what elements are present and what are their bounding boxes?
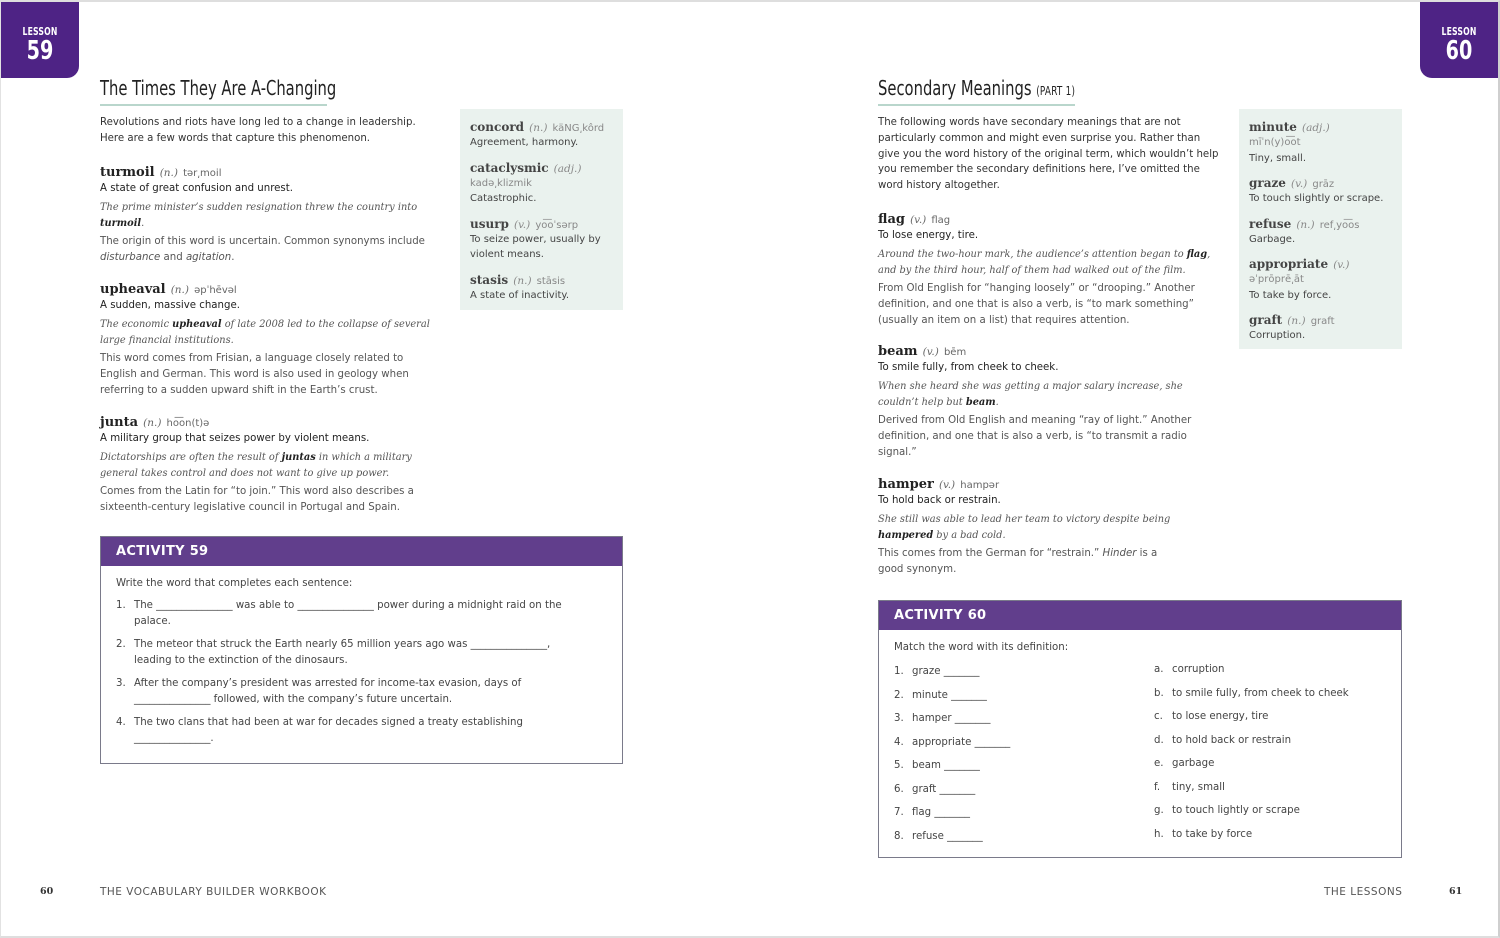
pronunciation: mīˈn(y)o͞ot bbox=[1249, 137, 1301, 148]
definition: Corruption. bbox=[1249, 330, 1306, 341]
sidebar-entry bbox=[470, 157, 613, 207]
pronunciation: käNG͵kôrd bbox=[552, 123, 605, 134]
example-sentence: When she heard she was getting a major salary increase, she couldn’t help but beam. bbox=[878, 380, 1183, 408]
pronunciation: yo͞oˈsərp bbox=[535, 219, 579, 231]
definition: To take by force. bbox=[1249, 289, 1332, 301]
match-word-item[interactable]: 3. hamper _______ bbox=[894, 713, 991, 724]
headword: cataclysmic bbox=[470, 160, 549, 175]
match-definition-item: a. corruption bbox=[1154, 664, 1225, 675]
vocab-sidebar bbox=[460, 109, 623, 310]
match-definition-item: f. tiny, small bbox=[1154, 781, 1225, 793]
pronunciation: flag bbox=[931, 215, 951, 226]
match-definition-item: d. to hold back or restrain bbox=[1154, 734, 1292, 746]
part-of-speech: (adj.) bbox=[1301, 122, 1330, 134]
lesson-tab-label: LESSON bbox=[1441, 26, 1477, 38]
sidebar-entry bbox=[470, 213, 613, 263]
match-word-item[interactable]: 4. appropriate _______ bbox=[894, 736, 1011, 748]
headword: minute bbox=[1249, 120, 1297, 134]
part-of-speech: (v.) bbox=[922, 346, 939, 358]
example-sentence: She still was able to lead her team to victory despite being hampered by a bad cold. bbox=[878, 513, 1171, 541]
entry-upheaval bbox=[100, 278, 445, 399]
headword: stasis bbox=[470, 272, 509, 287]
running-head-right: THE LESSONS bbox=[1324, 886, 1403, 898]
headword: appropriate bbox=[1249, 257, 1329, 271]
lesson-title-part: (PART 1) bbox=[1036, 84, 1076, 98]
activity-59 bbox=[100, 536, 623, 764]
entry-junta bbox=[100, 411, 445, 516]
pronunciation: əpˈhēvəl bbox=[194, 285, 237, 296]
definition: A state of inactivity. bbox=[470, 289, 570, 301]
example-sentence: Around the two-hour mark, the audience’s attention began to flag, and by the third hour, half of them had walked out of the film. bbox=[878, 248, 1211, 276]
sidebar-entry bbox=[1249, 309, 1392, 344]
part-of-speech: (n.) bbox=[1287, 315, 1306, 327]
lesson-tab-label: LESSON bbox=[22, 26, 58, 38]
lesson-tab-number: 59 bbox=[26, 36, 54, 66]
title-underline bbox=[100, 104, 327, 106]
question-item[interactable]: 2. The meteor that struck the Earth nearly 65 million years ago was _______________, leading to the extinction of the dinosaurs. bbox=[116, 639, 551, 666]
title-underline bbox=[878, 104, 1075, 106]
definition: A military group that seizes power by violent means. bbox=[100, 433, 370, 444]
headword: concord bbox=[470, 120, 525, 134]
pronunciation: bēm bbox=[943, 347, 967, 358]
example-sentence: The economic upheaval of late 2008 led to the collapse of several large financial institutions. bbox=[100, 318, 430, 346]
entry-turmoil bbox=[100, 161, 445, 266]
part-of-speech: (n.) bbox=[1296, 218, 1315, 231]
activity-title: ACTIVITY 60 bbox=[879, 601, 1401, 630]
match-definition-item: b. to smile fully, from cheek to cheek bbox=[1154, 687, 1349, 699]
match-word-item[interactable]: 5. beam _______ bbox=[894, 760, 980, 771]
definition: To touch slightly or scrape. bbox=[1249, 193, 1384, 204]
word-note: This comes from the German for “restrain.” Hinder is a good synonym. bbox=[878, 548, 1158, 576]
lesson-title bbox=[878, 76, 1075, 100]
part-of-speech: (n.) bbox=[170, 284, 189, 296]
headword: refuse bbox=[1249, 216, 1292, 231]
part-of-speech: (v.) bbox=[938, 479, 956, 491]
definition: Garbage. bbox=[1249, 233, 1296, 245]
pronunciation: graft bbox=[1310, 316, 1335, 327]
pronunciation: əˈprōprē͵āt bbox=[1249, 274, 1304, 285]
pronunciation: grāz bbox=[1312, 179, 1335, 190]
word-note: This word comes from Frisian, a language closely related to English and German. This word is also used in geology when referring to a sudden upward shift in the Earth’s crust. bbox=[100, 353, 409, 396]
question-item[interactable]: 4. The two clans that had been at war for decades signed a treaty establishing _______________. bbox=[116, 717, 523, 745]
part-of-speech: (n.) bbox=[513, 274, 532, 287]
lesson-tab-60 bbox=[1420, 2, 1498, 78]
part-of-speech: (v.) bbox=[1333, 259, 1350, 271]
sidebar-entry bbox=[1249, 253, 1392, 303]
sidebar-entry bbox=[1249, 213, 1392, 248]
page-number-left: 60 bbox=[40, 886, 54, 897]
word-note: Derived from Old English and meaning “ray of light.” Another definition, and one that is also a verb, is “to transmit a radio signal.” bbox=[878, 415, 1192, 458]
word-note: Comes from the Latin for “to join.” This word also describes a sixteenth-century legislative council in Portugal and Spain. bbox=[100, 486, 414, 514]
match-definitions bbox=[1154, 662, 1384, 852]
lesson-title-text: Secondary Meanings bbox=[878, 76, 1032, 100]
headword: graft bbox=[1249, 313, 1283, 327]
headword: turmoil bbox=[100, 165, 155, 180]
lesson-title: The Times They Are A-Changing bbox=[100, 76, 337, 100]
question-item[interactable]: 1. The _______________ was able to _______________ power during a midnight raid on the palace. bbox=[116, 600, 562, 627]
match-word-item[interactable]: 8. refuse _______ bbox=[894, 830, 983, 842]
question-item[interactable]: 3. After the company’s president was arrested for income-tax evasion, days of _______________ followed, with the company’s future uncertain. bbox=[116, 678, 522, 705]
part-of-speech: (n.) bbox=[529, 122, 548, 134]
definition: Tiny, small. bbox=[1249, 152, 1307, 164]
match-definition-item: e. garbage bbox=[1154, 758, 1215, 769]
definition: To hold back or restrain. bbox=[878, 495, 1001, 506]
match-definition-item: c. to lose energy, tire bbox=[1154, 711, 1269, 722]
headword: usurp bbox=[470, 216, 509, 231]
activity-instruction: Match the word with its definition: bbox=[894, 642, 1069, 653]
definition: To lose energy, tire. bbox=[878, 230, 979, 241]
page-number-right: 61 bbox=[1449, 886, 1463, 897]
definition: Agreement, harmony. bbox=[470, 137, 579, 148]
match-definition-item: h. to take by force bbox=[1154, 828, 1253, 840]
pronunciation: kadə͵klizmik bbox=[470, 177, 532, 189]
definition: To smile fully, from cheek to cheek. bbox=[878, 362, 1059, 373]
part-of-speech: (v.) bbox=[1291, 178, 1308, 190]
headword: junta bbox=[100, 415, 139, 430]
match-word-item[interactable]: 2. minute _______ bbox=[894, 689, 987, 701]
word-note: The origin of this word is uncertain. Common synonyms include disturbance and agitation. bbox=[100, 236, 425, 264]
activity-60 bbox=[878, 600, 1402, 858]
definition: Catastrophic. bbox=[470, 193, 537, 204]
match-word-item[interactable]: 1. graze _______ bbox=[894, 666, 980, 677]
match-words bbox=[894, 664, 1154, 852]
headword: graze bbox=[1249, 176, 1286, 190]
pronunciation: tər͵moil bbox=[183, 168, 222, 179]
activity-instruction: Write the word that completes each sentence: bbox=[116, 578, 353, 589]
part-of-speech: (n.) bbox=[159, 167, 178, 179]
headword: flag bbox=[878, 212, 905, 227]
sidebar-entry bbox=[470, 269, 613, 304]
word-note: From Old English for “hanging loosely” or “drooping.” Another definition, and one that is also a verb, is “to mark something” (usually an item on a list) that requires attention. bbox=[878, 283, 1195, 326]
headword: hamper bbox=[878, 477, 934, 492]
definition: To seize power, usually by violent means. bbox=[470, 233, 601, 260]
match-word-item[interactable]: 7. flag _______ bbox=[894, 807, 971, 818]
lesson-tab-number: 60 bbox=[1445, 36, 1473, 66]
headword: upheaval bbox=[100, 282, 166, 297]
part-of-speech: (adj.) bbox=[553, 162, 582, 175]
example-sentence: The prime minister’s sudden resignation threw the country into turmoil. bbox=[100, 201, 418, 229]
entry-beam bbox=[878, 340, 1223, 461]
lesson-intro: The following words have secondary meanings that are not particularly common and might even surprise you. Rather than give you the word history of the original term, which wouldn’t help you remember the secondary definitions here, I’ve omitted the word history altogether. bbox=[878, 117, 1219, 192]
match-definition-item: g. to touch lightly or scrape bbox=[1154, 805, 1300, 816]
activity-title: ACTIVITY 59 bbox=[101, 537, 622, 566]
pronunciation: ho͞on(t)ə bbox=[166, 418, 210, 429]
sidebar-entry bbox=[1249, 172, 1392, 207]
pronunciation: stāsis bbox=[536, 275, 566, 287]
sidebar-entry bbox=[1249, 116, 1392, 166]
headword: beam bbox=[878, 344, 918, 359]
entry-flag bbox=[878, 208, 1223, 329]
definition: A state of great confusion and unrest. bbox=[100, 183, 293, 194]
vocab-sidebar bbox=[1239, 109, 1402, 349]
example-sentence: Dictatorships are often the result of juntas in which a military general takes control and does not want to give up power. bbox=[100, 451, 412, 479]
part-of-speech: (v.) bbox=[910, 214, 927, 226]
definition: A sudden, massive change. bbox=[100, 300, 240, 311]
part-of-speech: (v.) bbox=[514, 218, 531, 231]
part-of-speech: (n.) bbox=[143, 417, 162, 429]
pronunciation: ref͵yo͞os bbox=[1319, 219, 1360, 231]
lesson-tab-59 bbox=[1, 2, 79, 78]
match-word-item[interactable]: 6. graft _______ bbox=[894, 783, 976, 795]
sidebar-entry bbox=[470, 116, 613, 151]
lesson-intro: Revolutions and riots have long led to a change in leadership. Here are a few words that capture this phenomenon. bbox=[100, 117, 416, 144]
pronunciation: hampər bbox=[960, 480, 1000, 491]
running-head-left: THE VOCABULARY BUILDER WORKBOOK bbox=[100, 886, 327, 898]
entry-hamper bbox=[878, 473, 1223, 578]
